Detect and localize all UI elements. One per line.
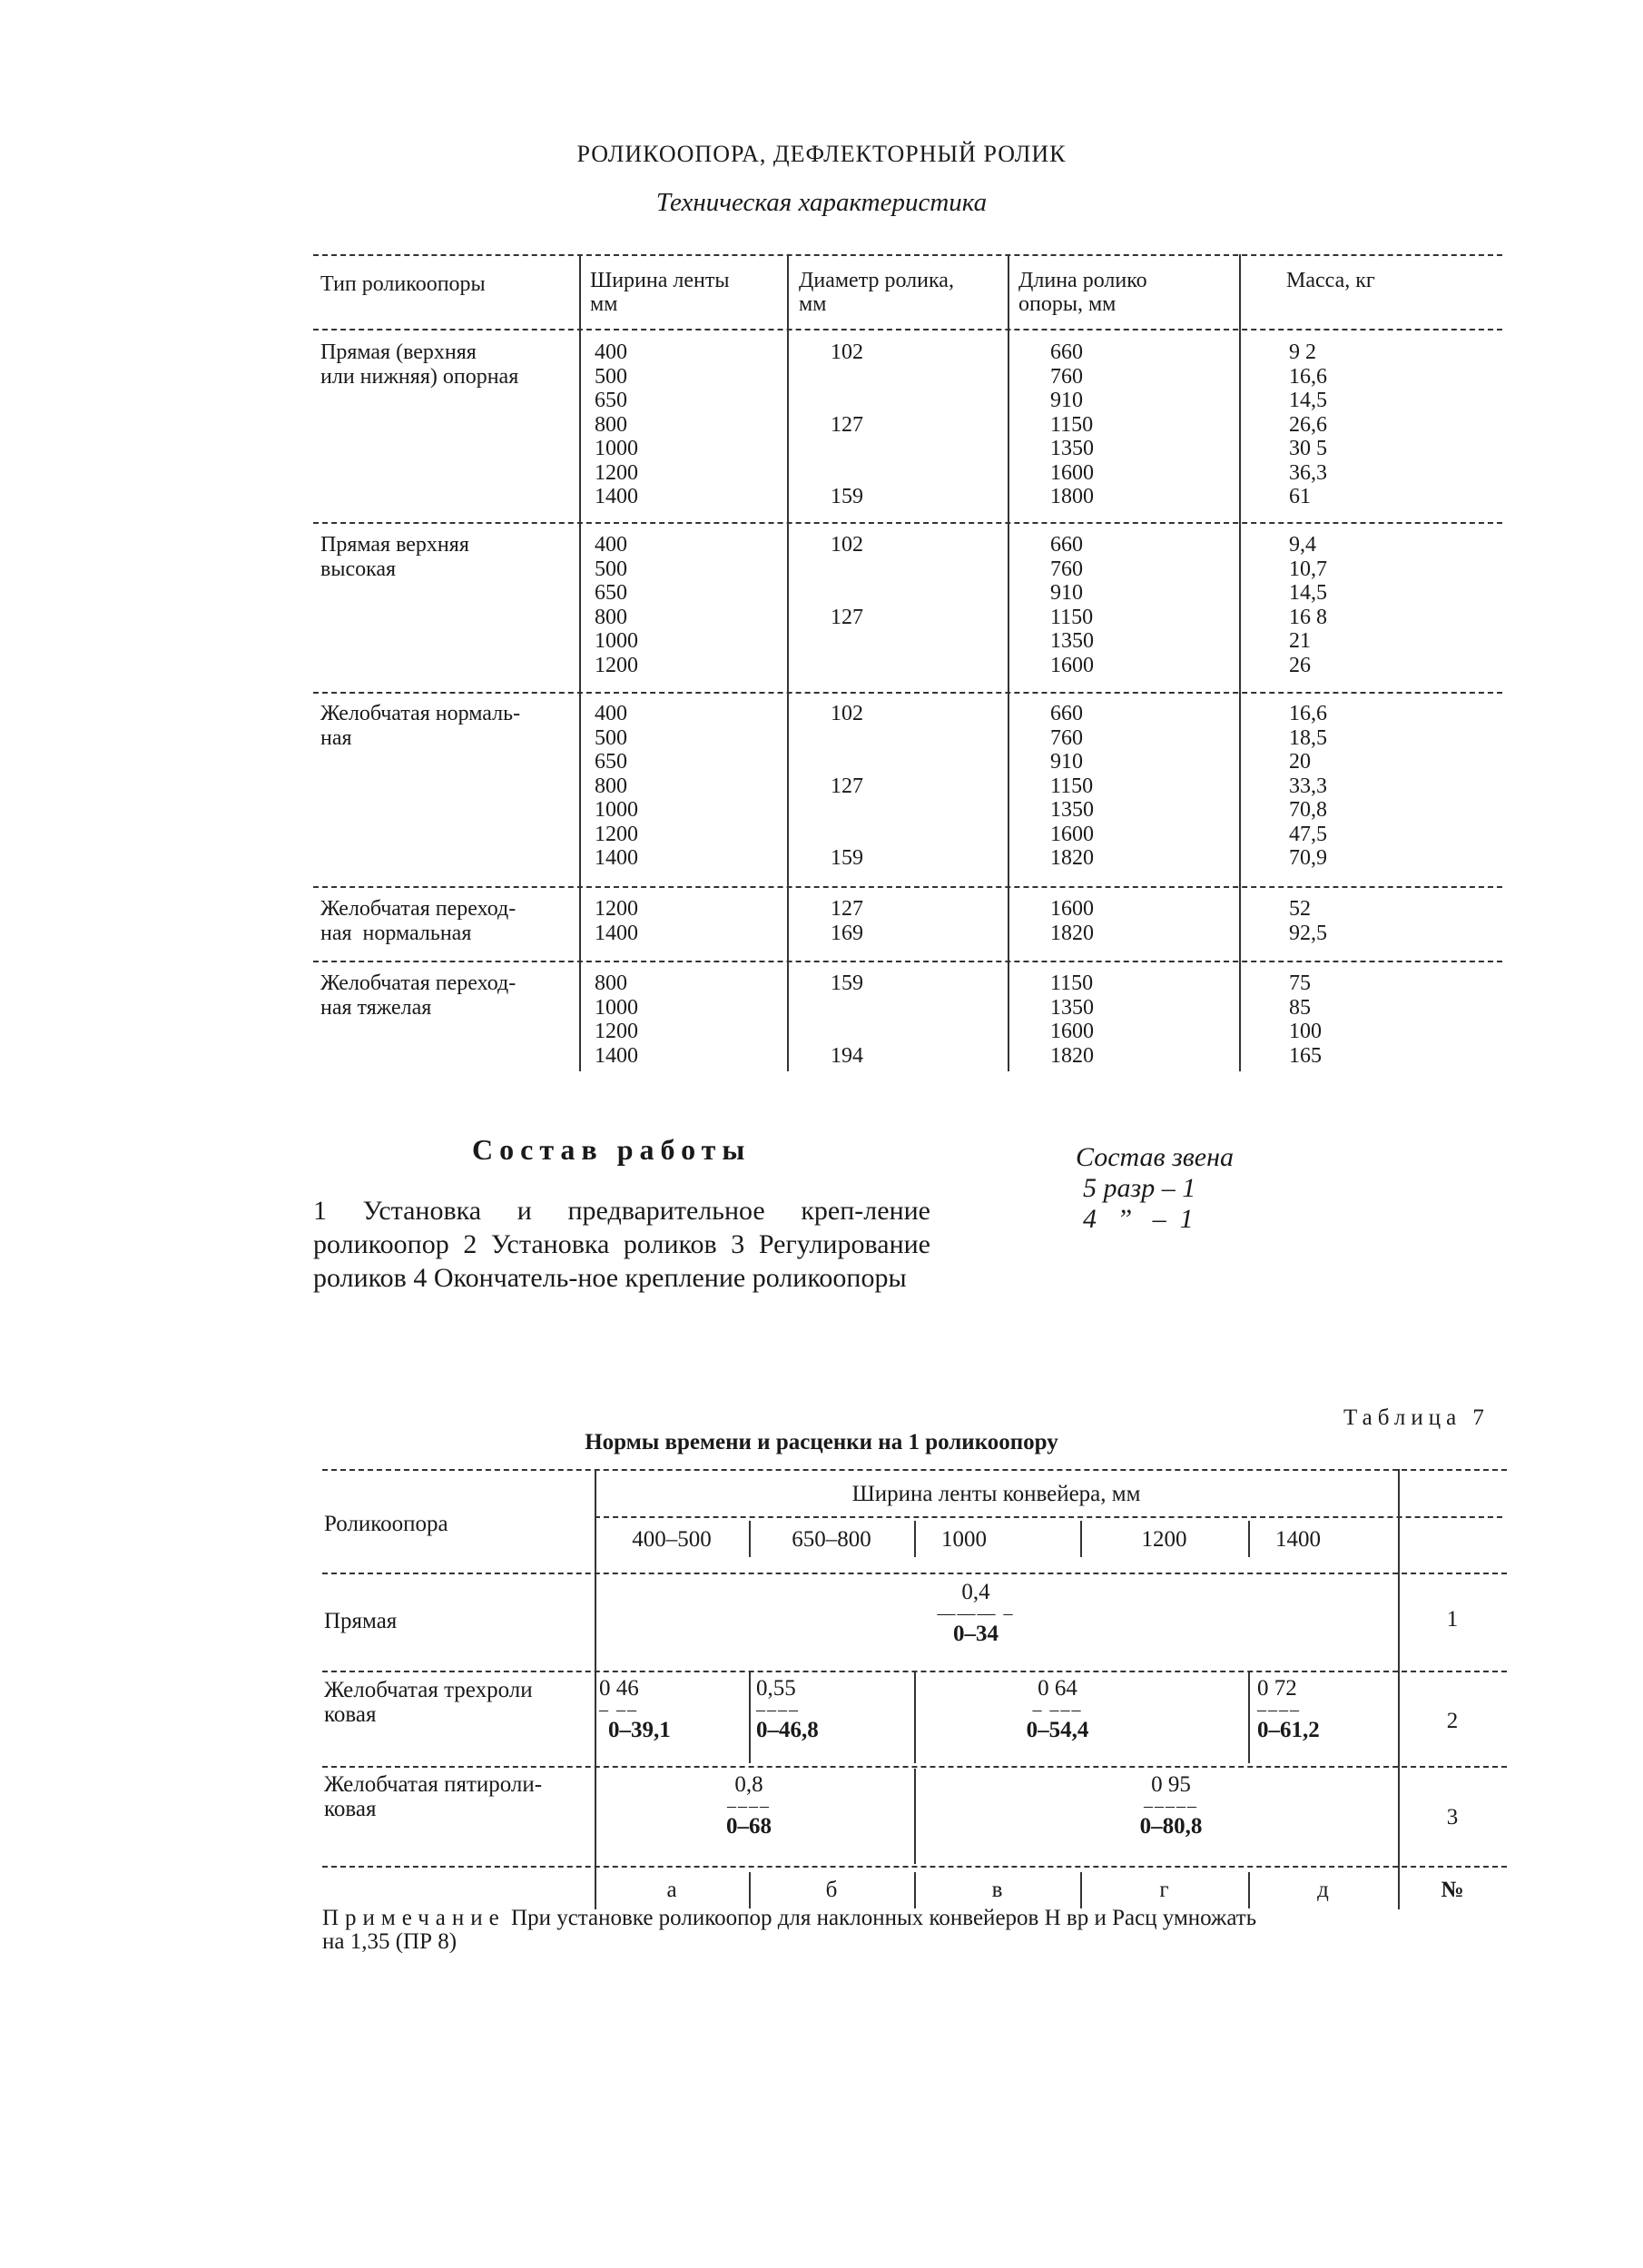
t7-row-name: Желобчатая пятироли- ковая (324, 1772, 543, 1821)
crew-block (1076, 1142, 1234, 1235)
t7-rate: 0–80,8 (1139, 1814, 1203, 1839)
crew-line: 5 разр – 1 (1083, 1173, 1196, 1203)
t7-rate: 0–54,4 (1026, 1718, 1089, 1742)
fraction-bar: ——— – (937, 1603, 1015, 1623)
group-diameters: 102 127 159 (831, 340, 863, 508)
group-type: Прямая (верхняя или нижняя) опорная (320, 340, 519, 389)
page-title: РОЛИКООПОРА, ДЕФЛЕКТОРНЫЙ РОЛИК (576, 141, 1067, 167)
group-type: Желобчатая переход- ная тяжелая (320, 971, 517, 1020)
t7-row-num: 2 (1446, 1709, 1459, 1733)
t7-rate: 0–46,8 (756, 1718, 819, 1742)
group-diameters: 102 127 (831, 533, 863, 629)
group-widths: 400 500 650 800 1000 1200 1400 (595, 702, 638, 870)
fraction-bar: – –– (599, 1700, 638, 1720)
header-length (1018, 269, 1147, 316)
group-widths: 400 500 650 800 1000 1200 (595, 533, 638, 677)
t7-rule (322, 1469, 1507, 1471)
group-lengths: 1150 1350 1600 1820 (1050, 971, 1094, 1068)
t7-col-letter: б (825, 1878, 838, 1902)
header-width-line1: Ширина ленты (590, 269, 730, 292)
t7-header-width: Ширина ленты конвейера, мм (851, 1482, 1141, 1506)
work-text: 1 Установка и предварительное креп-ление роликоопор 2 Установка роликов 3 Регулирование роликов 4 Окончатель-ное крепление роликоопоры (313, 1196, 930, 1293)
group-widths: 1200 1400 (595, 897, 638, 945)
t7-norm: 0,8 (734, 1772, 763, 1797)
fraction-bar: – ––– (1032, 1700, 1083, 1720)
t7-col-rule (1398, 1469, 1400, 1909)
t7-col-rule (749, 1672, 751, 1763)
group-type: Желобчатая переход- ная нормальная (320, 897, 517, 945)
header-width (590, 269, 729, 316)
t7-col-letter: д (1317, 1878, 1329, 1902)
header-width-line2: мм (590, 292, 618, 316)
group-widths: 400 500 650 800 1000 1200 1400 (595, 340, 638, 508)
t7-rate: 0–34 (953, 1622, 999, 1646)
t7-norm-cell (885, 1580, 1067, 1647)
group-type: Желобчатая нормаль- ная (320, 702, 521, 750)
t7-norm: 0 64 (1038, 1676, 1077, 1701)
t7-width-col: 1200 (1141, 1527, 1187, 1552)
header-diameter (799, 269, 954, 316)
t7-norm: 0 72 (1257, 1676, 1297, 1701)
t7-header-row: Роликоопора (324, 1512, 448, 1536)
t7-norm-cell (685, 1772, 812, 1839)
table-title: Нормы времени и расценки на 1 роликоопору (585, 1430, 1058, 1454)
group-masses: 52 92,5 (1289, 897, 1327, 945)
crew-title: Состав звена (1076, 1142, 1235, 1172)
table-label: Таблица 7 (1343, 1405, 1490, 1430)
t7-row-name: Желобчатая трехроли ковая (324, 1678, 533, 1727)
group-diameters: 102 127 159 (831, 702, 863, 870)
note-text: При установке роликоопор для наклонных конвейеров Н вр и Расц умножать (511, 1906, 1257, 1930)
t7-rate: 0–39,1 (608, 1718, 671, 1742)
header-type: Тип роликоопоры (320, 272, 486, 296)
t7-width-col: 400–500 (632, 1527, 712, 1552)
header-diameter-line1: Диаметр ролика, (799, 269, 954, 292)
t7-rule (322, 1866, 1507, 1868)
fraction-bar: –––– (756, 1700, 800, 1720)
t7-col-rule (914, 1769, 916, 1864)
t7-rate: 0–68 (726, 1814, 772, 1839)
t7-col-rule (1248, 1672, 1250, 1763)
t7-row-num: 1 (1446, 1607, 1459, 1632)
group-lengths: 660 760 910 1150 1350 1600 (1050, 533, 1094, 677)
t7-norm-cell (756, 1676, 865, 1743)
note (322, 1907, 1507, 1954)
header-diameter-line2: мм (799, 292, 827, 316)
group-lengths: 660 760 910 1150 1350 1600 1800 (1050, 340, 1094, 508)
t7-norm: 0,4 (961, 1580, 990, 1604)
t7-norm-cell (994, 1676, 1121, 1743)
t7-norm: 0,55 (756, 1676, 796, 1701)
tech-rule (313, 254, 1502, 256)
t7-col-letter: г (1159, 1878, 1169, 1902)
t7-norm-cell (1103, 1772, 1239, 1839)
group-masses: 9,4 10,7 14,5 16 8 21 26 (1289, 533, 1327, 677)
group-lengths: 660 760 910 1150 1350 1600 1820 (1050, 702, 1094, 870)
fraction-bar: ––––– (1144, 1796, 1198, 1816)
t7-rate: 0–61,2 (1257, 1718, 1320, 1742)
tech-col-rule (1239, 254, 1241, 1071)
header-mass: Масса, кг (1286, 269, 1375, 292)
t7-col-letter: в (991, 1878, 1003, 1902)
t7-col-rule (914, 1672, 916, 1763)
t7-norm: 0 46 (599, 1676, 639, 1701)
fraction-bar: –––– (1257, 1700, 1301, 1720)
t7-width-col: 650–800 (792, 1527, 871, 1552)
group-masses: 75 85 100 165 (1289, 971, 1322, 1068)
t7-row-num: 3 (1446, 1805, 1459, 1829)
work-heading: Состав работы (472, 1133, 752, 1166)
t7-width-col: 1000 (941, 1527, 987, 1552)
tech-rule (313, 522, 1502, 524)
tech-rule (313, 961, 1502, 962)
tech-rule (313, 329, 1502, 330)
group-type: Прямая верхняя высокая (320, 533, 469, 581)
crew-line: 4 ” – 1 (1083, 1204, 1194, 1234)
t7-norm-cell (599, 1676, 699, 1743)
group-masses: 9 2 16,6 14,5 26,6 30 5 36,3 61 (1289, 340, 1327, 508)
group-diameters: 127 169 (831, 897, 863, 945)
t7-width-col: 1400 (1275, 1527, 1321, 1552)
group-diameters: 159 194 (831, 971, 863, 1068)
tech-col-rule (787, 254, 789, 1071)
t7-rule (322, 1766, 1507, 1768)
t7-rule (322, 1573, 1507, 1574)
header-length-line2: опоры, мм (1018, 292, 1117, 316)
t7-col-letter: а (666, 1878, 677, 1902)
group-widths: 800 1000 1200 1400 (595, 971, 638, 1068)
note-text-2: на 1,35 (ПР 8) (322, 1929, 457, 1954)
tech-rule (313, 692, 1502, 694)
tech-col-rule (579, 254, 581, 1071)
group-lengths: 1600 1820 (1050, 897, 1094, 945)
tech-rule (313, 886, 1502, 888)
tech-col-rule (1008, 254, 1009, 1071)
note-label: Примечание (322, 1906, 506, 1930)
t7-norm: 0 95 (1151, 1772, 1191, 1797)
header-length-line1: Длина ролико (1018, 269, 1147, 292)
group-masses: 16,6 18,5 20 33,3 70,8 47,5 70,9 (1289, 702, 1327, 870)
page-subtitle: Техническая характеристика (655, 188, 988, 217)
t7-rule (595, 1516, 1502, 1518)
t7-num-label: № (1441, 1878, 1464, 1902)
t7-norm-cell (1257, 1676, 1366, 1743)
fraction-bar: –––– (727, 1796, 771, 1816)
t7-row-name: Прямая (324, 1609, 398, 1633)
